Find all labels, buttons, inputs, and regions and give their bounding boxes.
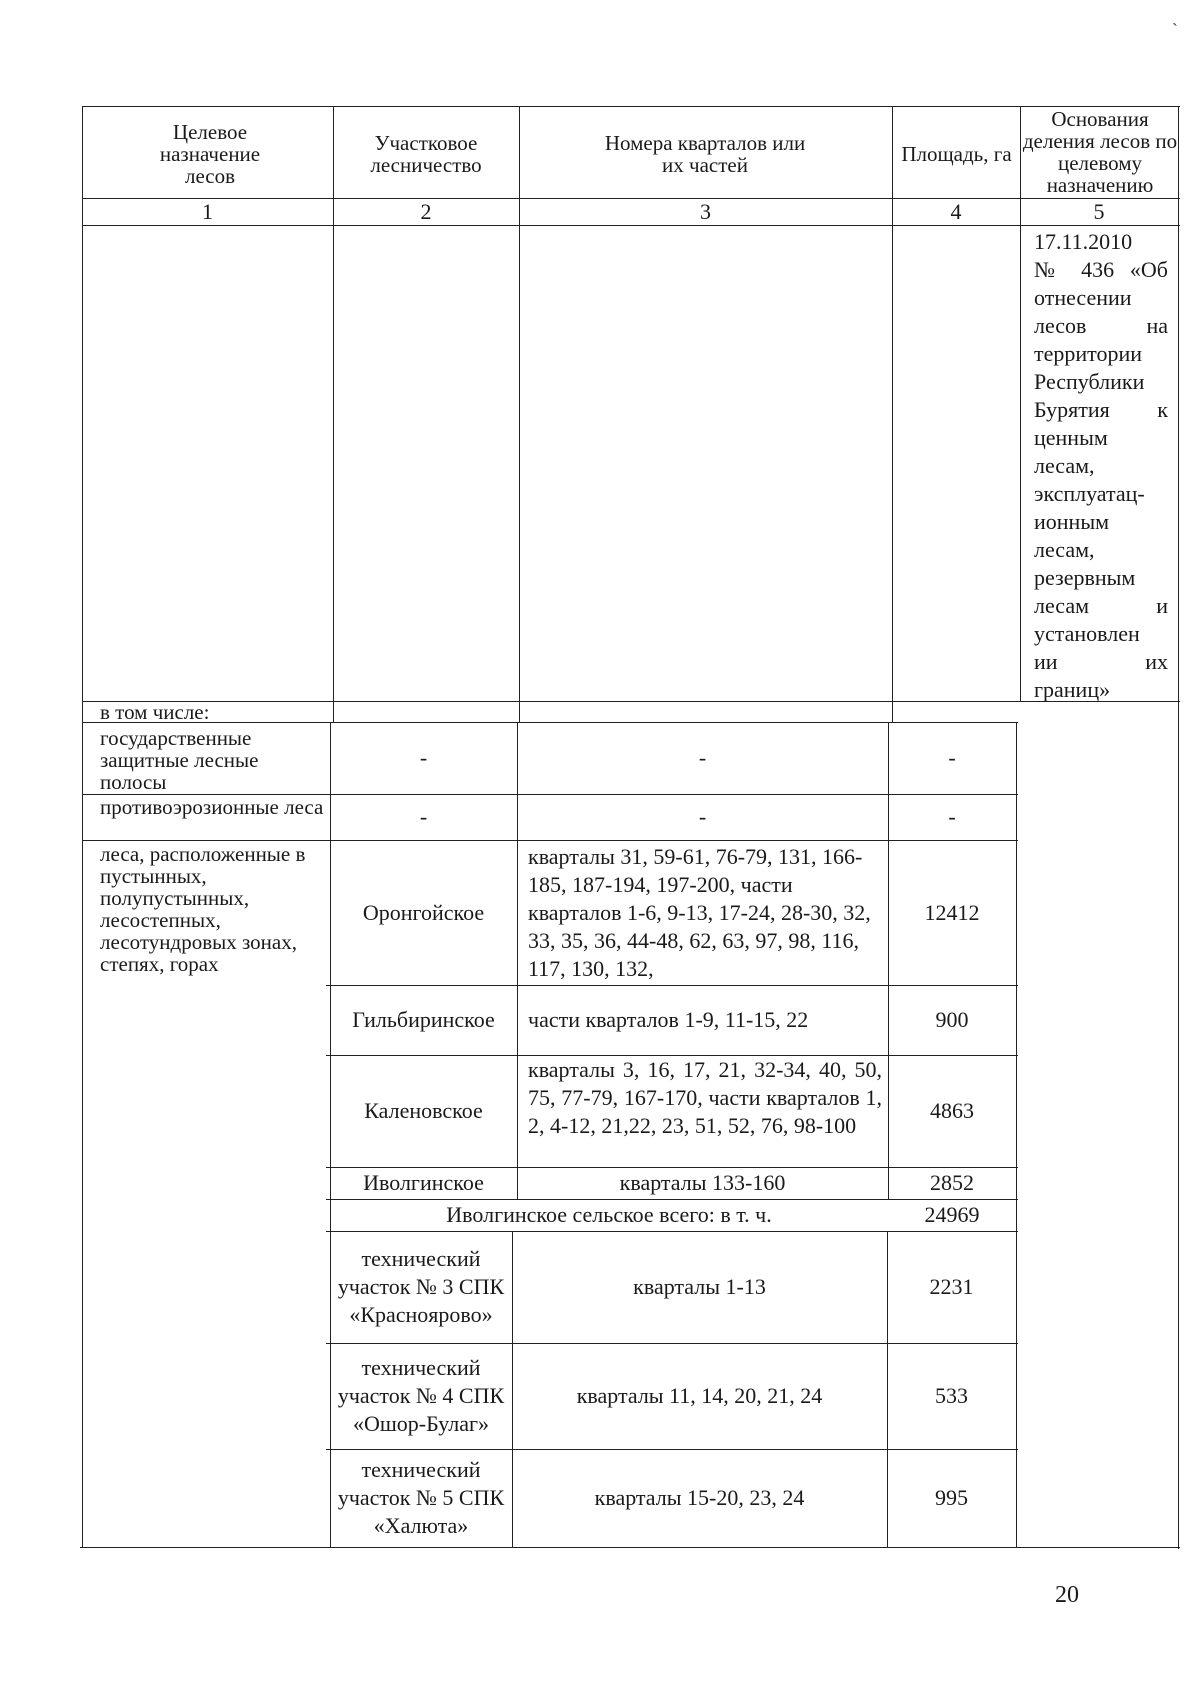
tech-plot-name: технический участок № 5 СПК «Халюта» [337, 1457, 505, 1538]
area-value: 2231 [929, 1274, 974, 1299]
forestry-name: Иволгинское [363, 1170, 484, 1195]
header-basis: Основания деления лесов по целевому назначению [1022, 107, 1178, 197]
quarters-list: кварталы 3, 16, 17, 21, 32-34, 40, 50, 75, 77-79, 167-170, части кварталов 1, 2, 4-12, 21,22, 23, 51, 52, 76, 98-100 [528, 1057, 882, 1138]
quarters-dash: - [698, 804, 707, 829]
purpose-anti-erosion: противоэрозионные леса [100, 795, 324, 819]
purpose-zones: леса, расположенные в пустынных, полупустынных, лесостепных, лесотундровых зонах, степях, горах [100, 842, 306, 976]
including-label: в том числе: [100, 700, 210, 724]
column-number: 3 [700, 199, 711, 224]
subtotal-area: 24969 [924, 1202, 980, 1227]
tech-plot-name: технический участок № 3 СПК «Краснoярово» [337, 1246, 505, 1327]
quarters-list: части кварталов 1-9, 11-15, 22 [528, 1007, 809, 1032]
forestry-name: Оронгойское [362, 899, 485, 925]
header-quarters: Номера кварталов или их частей [604, 131, 806, 177]
area-value: 900 [935, 1007, 969, 1032]
basis-text: 17.11.2010 № 436 «Об отнесении лесов на территории Республики Бурятия к ценным лесам, эксплуатац- ионным лесам, резервным лесам и установлен ии их границ» [1034, 229, 1168, 702]
quarters-list: кварталы 31, 59-61, 76-79, 131, 166-185, 187-194, 197-200, части кварталов 1-6, 9-13, 17-24, 28-30, 32, 33, 35, 36, 44-48, 62, 63, 97, 98, 116, 117, 130, 132, [528, 844, 871, 981]
quarters-dash: - [698, 745, 707, 770]
quarters-list: кварталы 11, 14, 20, 21, 24 [576, 1383, 823, 1408]
forestry-name: Гильбиринское [352, 1007, 495, 1032]
area-value: 533 [935, 1383, 968, 1408]
column-number: 2 [420, 199, 432, 224]
column-number: 5 [1093, 199, 1105, 224]
quarters-list: кварталы 133-160 [619, 1170, 786, 1195]
area-value: 4863 [930, 1098, 974, 1123]
area-dash: - [948, 804, 956, 829]
forestry-dash: - [419, 804, 428, 829]
subtotal-label: Иволгинское сельское всего: в т. ч. [446, 1202, 772, 1227]
header-forestry: Участковое лесничество [370, 131, 482, 177]
corner-mark: ` [1172, 20, 1178, 40]
column-number: 1 [202, 199, 213, 224]
header-purpose: Целевое назначение лесов [159, 120, 261, 188]
area-dash: - [948, 745, 956, 770]
area-value: 12412 [924, 899, 980, 925]
purpose-protective-belts: государственные защитные лесные полосы [100, 726, 259, 794]
quarters-list: кварталы 15-20, 23, 24 [594, 1485, 805, 1510]
quarters-list: кварталы 1-13 [633, 1274, 766, 1299]
header-area: Площадь, га [901, 142, 1012, 166]
forestry-name: Каленовское [364, 1098, 483, 1123]
column-number: 4 [950, 199, 962, 224]
area-value: 995 [935, 1485, 968, 1510]
tech-plot-name: технический участок № 4 СПК «Ошор-Булаг» [337, 1355, 505, 1436]
area-value: 2852 [930, 1170, 974, 1195]
page-number: 20 [1055, 1582, 1079, 1608]
forestry-dash: - [419, 745, 428, 770]
